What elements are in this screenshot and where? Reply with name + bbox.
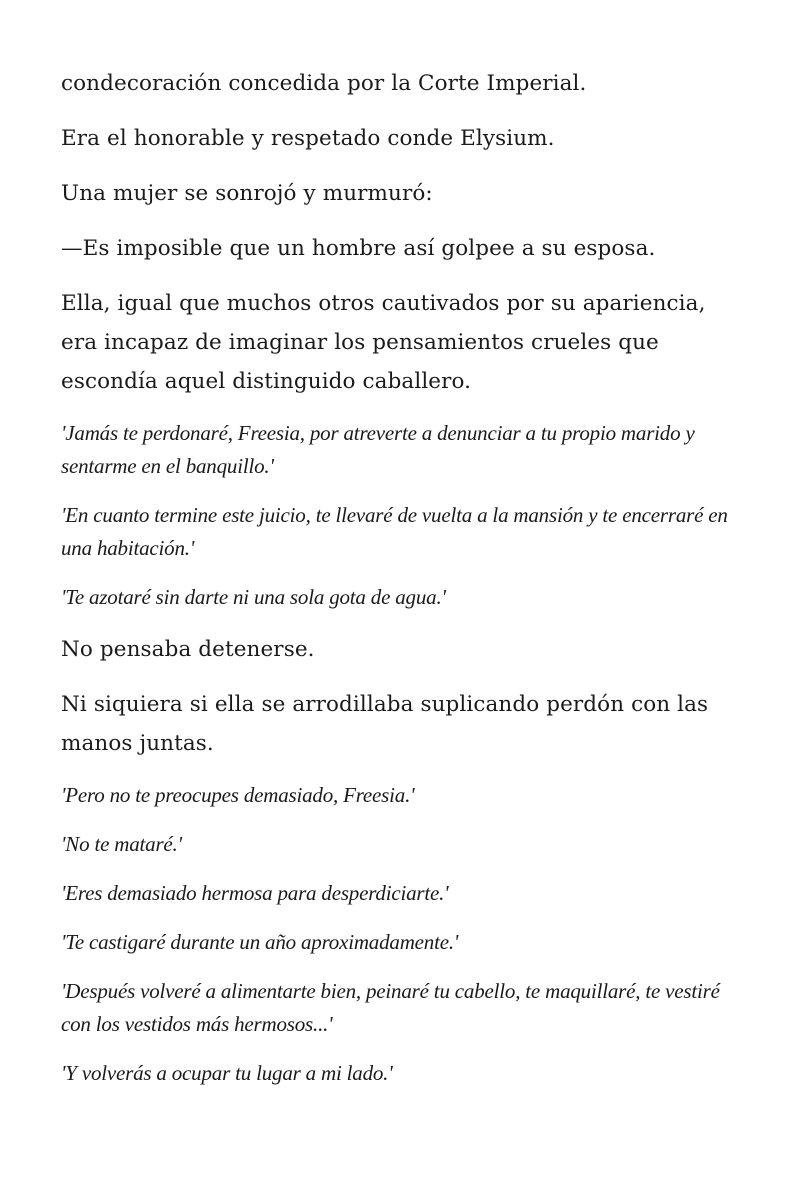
document-body [61, 64, 741, 1106]
thought-line: 'Te castigaré durante un año aproximadamente.' [61, 930, 459, 954]
thought-line: 'Pero no te preocupes demasiado, Freesia.' [61, 783, 415, 807]
thought-line: 'Después volveré a alimentarte bien, peinaré tu cabello, te maquillaré, te vestiré con los vestidos más hermosos...' [61, 979, 720, 1036]
thought-line: 'Y volverás a ocupar tu lugar a mi lado.' [61, 1061, 393, 1085]
thought-line: 'Jamás te perdonaré, Freesia, por atreverte a denunciar a tu propio marido y sentarme en el banquillo.' [61, 421, 695, 478]
thought-line: 'En cuanto termine este juicio, te llevaré de vuelta a la mansión y te encerraré en una habitación.' [61, 503, 728, 560]
paragraph: condecoración concedida por la Corte Imperial. [61, 71, 587, 96]
thought-line: 'Te azotaré sin darte ni una sola gota de agua.' [61, 585, 446, 609]
thought-line: 'Eres demasiado hermosa para desperdiciarte.' [61, 881, 449, 905]
paragraph: Ella, igual que muchos otros cautivados por su apariencia, era incapaz de imaginar los pensamientos crueles que escondía aquel distinguido caballero. [61, 291, 706, 394]
dialogue-line: —Es imposible que un hombre así golpee a su esposa. [61, 236, 656, 261]
paragraph: No pensaba detenerse. [61, 637, 315, 662]
paragraph: Ni siquiera si ella se arrodillaba suplicando perdón con las manos juntas. [61, 692, 709, 756]
paragraph: Era el honorable y respetado conde Elysium. [61, 126, 555, 151]
thought-line: 'No te mataré.' [61, 832, 182, 856]
paragraph: Una mujer se sonrojó y murmuró: [61, 181, 433, 206]
